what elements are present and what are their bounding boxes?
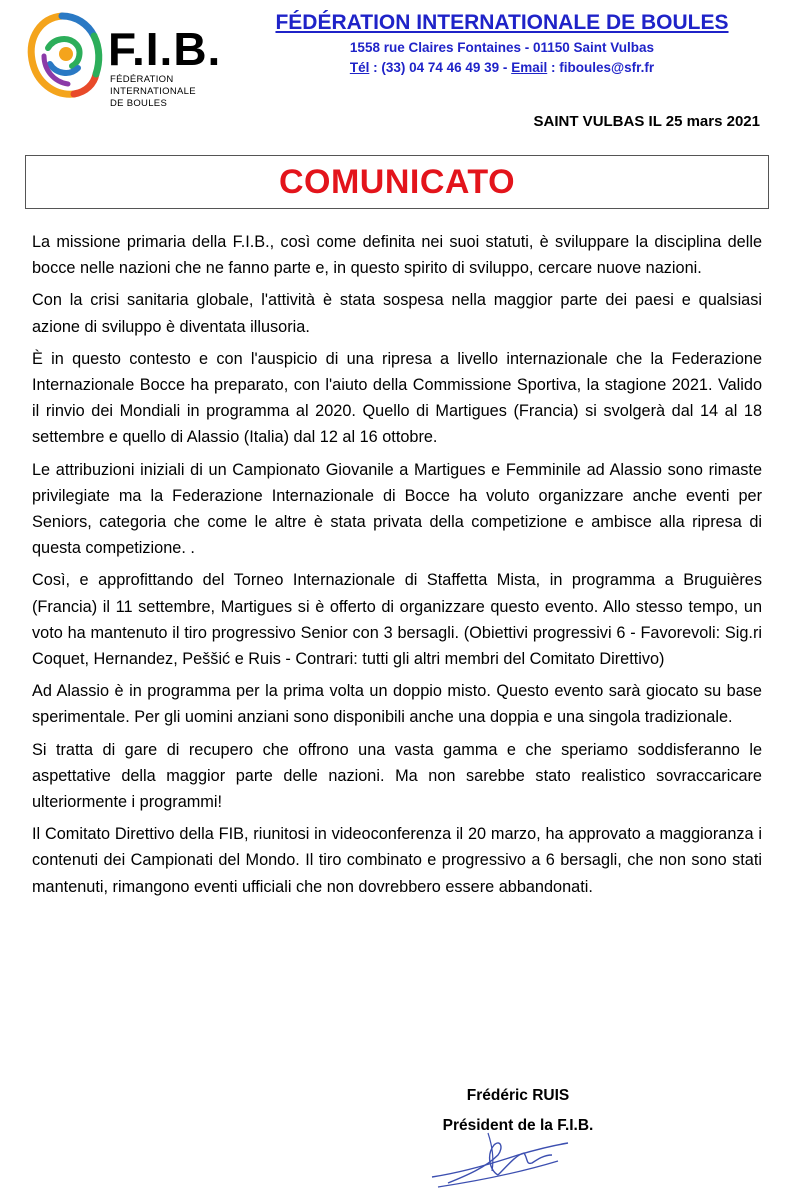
fib-logo-icon [20,8,106,108]
organization-contact [262,58,742,78]
title-box [25,155,769,209]
organization-address: 1558 rue Claires Fontaines - 01150 Saint Vulbas [349,40,655,55]
email-label: Email [511,60,548,75]
document-title: COMUNICATO [278,162,516,201]
logo-subtitle [110,74,260,110]
handwritten-signature [428,1125,578,1190]
fib-logo [20,8,260,108]
paragraph-8: Il Comitato Direttivo della FIB, riunitosi in videoconferenza il 20 marzo, ha approvato a maggioranza i contenuti dei Campionati del Mondo. Il tiro combinato e progressivo a 6 bersagli, che non sono stati mantenuti, rimangono eventi ufficiali che non dovrebbero essere abbandonati. [32,825,762,896]
logo-text: F.I.B. [108,23,222,75]
email-value: : fiboules@sfr.fr [547,60,655,75]
logo-subtitle-line-1: FÉDÉRATION INTERNATIONALE [110,74,196,97]
logo-subtitle-line-2: DE BOULES [110,98,168,109]
organization-header [262,8,742,78]
document-body [32,229,762,906]
paragraph-7: Si tratta di gare di recupero che offrono una vasta gamma e che speriamo soddisferanno le aspettative della maggior parte delle nazioni. Ma non sarebbe stato realistico sovraccaricare ulteriormente i programmi! [32,740,762,812]
paragraph-6: Ad Alassio è in programma per la prima volta un doppio misto. Questo evento sarà giocato su base sperimentale. Per gli uomini anziani sono disponibili anche una doppia e una singola tradizionale. [32,682,762,727]
tel-value: : (33) 04 74 46 49 39 - [369,60,512,75]
paragraph-1: La missione primaria della F.I.B., così come definita nei suoi statuti, è sviluppare la disciplina delle bocce nelle nazioni che ne fanno parte e, in questo spirito di sviluppo, cercare nuove nazioni. [32,233,762,278]
signatory-name: Frédéric RUIS [466,1087,570,1104]
paragraph-4: Le attribuzioni iniziali di un Campionato Giovanile a Martigues e Femminile ad Alassio sono rimaste privilegiate ma la Federazione Internazionale di Bocce ha voluto organizzare anche eventi per Seniors, categoria che come le altre è stata privata della competizione e ambisce alla ripresa di questa competizione. . [32,460,762,558]
document-date: SAINT VULBAS IL 25 mars 2021 [533,113,760,130]
organization-name: FÉDÉRATION INTERNATIONALE DE BOULES [275,11,729,34]
signatory-role: Président de la F.I.B. [442,1117,594,1134]
tel-label: Tél [349,60,370,75]
paragraph-2: Con la crisi sanitaria globale, l'attività è stata sospesa nella maggior parte dei paesi e qualsiasi azione di sviluppo è diventata illusoria. [32,291,762,336]
paragraph-5: Così, e approfittando del Torneo Internazionale di Staffetta Mista, in programma a Bruguières (Francia) il 11 settembre, Martigues si è offerto di organizzare questo evento. Allo stesso tempo, un voto ha mantenuto il tiro progressivo Senior con 3 bersagli. (Obiettivi progressivi 6 - Favorevoli: Sig.ri Coquet, Hernandez, Peššić e Ruis - Contrari: tutti gli altri membri del Comitato Direttivo) [32,571,762,669]
paragraph-3: È in questo contesto e con l'auspicio di una ripresa a livello internazionale che la Federazione Internazionale Bocce ha preparato, con l'aiuto della Commissione Sportiva, la stagione 2021. Valido il rinvio dei Mondiali in programma al 2020. Quello di Martigues (Francia) si svolgerà dal 14 al 18 settembre e quello di Alassio (Italia) dal 12 al 16 ottobre. [32,349,762,447]
